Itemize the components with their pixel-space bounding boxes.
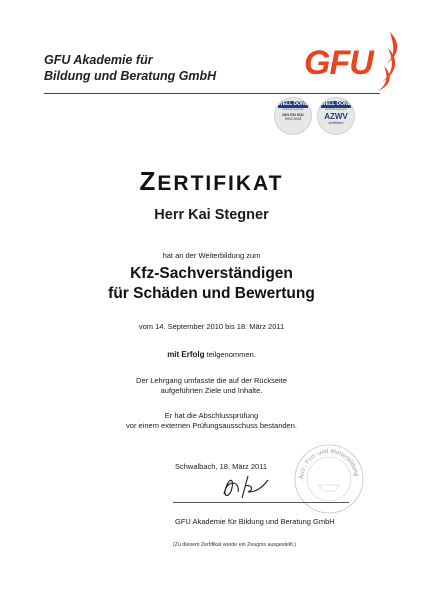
place-date: Schwalbach, 18. März 2011: [175, 462, 267, 471]
iso-certification-seal: [274, 97, 312, 135]
signer-organization: GFU Akademie für Bildung und Beratung GmbH: [175, 517, 335, 526]
title-initial: Z: [139, 166, 158, 196]
course-line-1: Kfz-Sachverständigen: [130, 265, 293, 282]
success-statement: [0, 350, 423, 359]
organization-line-2: Bildung und Beratung GmbH: [44, 69, 217, 83]
description-line-1: Der Lehrgang umfasste die auf der Rückseite: [136, 376, 287, 385]
seal-2-bottom: zertifiziert: [328, 121, 344, 125]
intro-text: hat an der Weiterbildung zum: [162, 251, 261, 260]
seal-2-top: WELL DONE: [321, 101, 351, 107]
recipient-name: Herr Kai Stegner: [154, 207, 269, 223]
exam-statement: [0, 411, 423, 431]
flame-swoosh-icon: [368, 30, 404, 92]
certificate-title: [0, 166, 423, 197]
success-bold: mit Erfolg: [167, 350, 205, 359]
organization-name: [44, 52, 216, 84]
seal-2-big: AZWV: [324, 112, 348, 121]
handwritten-signature: [218, 474, 276, 500]
title-rest: ERTIFIKAT: [157, 172, 284, 195]
institution-stamp: [291, 439, 367, 515]
azwv-certification-seal: [317, 97, 355, 135]
course-period: vom 14. September 2010 bis 18. März 2011: [138, 322, 285, 331]
footnote: (Zu diesem Zertifikat wurde ein Zeugnis ausgestellt.): [173, 542, 297, 548]
gfu-logo: [304, 30, 404, 92]
seal-1-sub: Zertifizierungsstelle: [282, 108, 304, 111]
svg-text:Aus-, Fort- und Weiterbildung: [299, 449, 359, 479]
seal-1-mid: DIN EN ISO: [282, 112, 304, 117]
seal-1-top: WELL DONE: [278, 101, 308, 107]
course-description: [0, 376, 423, 396]
description-line-2: aufgeführten Ziele und Inhalte.: [160, 386, 263, 395]
exam-line-2: vor einem externen Prüfungsausschuss bestanden.: [126, 421, 297, 430]
seal-2-sub: Zertifizierungsstelle: [325, 108, 347, 111]
exam-line-1: Er hat die Abschlussprüfung: [164, 411, 259, 420]
success-rest: teilgenommen.: [204, 350, 256, 359]
course-title: [0, 264, 423, 304]
header-rule: [44, 93, 380, 94]
signature-line: [173, 502, 349, 503]
stamp-text: Aus-, Fort- und Weiterbildung: [298, 448, 359, 480]
organization-line-1: GFU Akademie für: [44, 53, 153, 67]
course-line-2: für Schäden und Bewertung: [108, 285, 315, 302]
logo-text: GFU: [304, 44, 373, 82]
seal-1-bottom: 9001:2008: [284, 117, 302, 121]
